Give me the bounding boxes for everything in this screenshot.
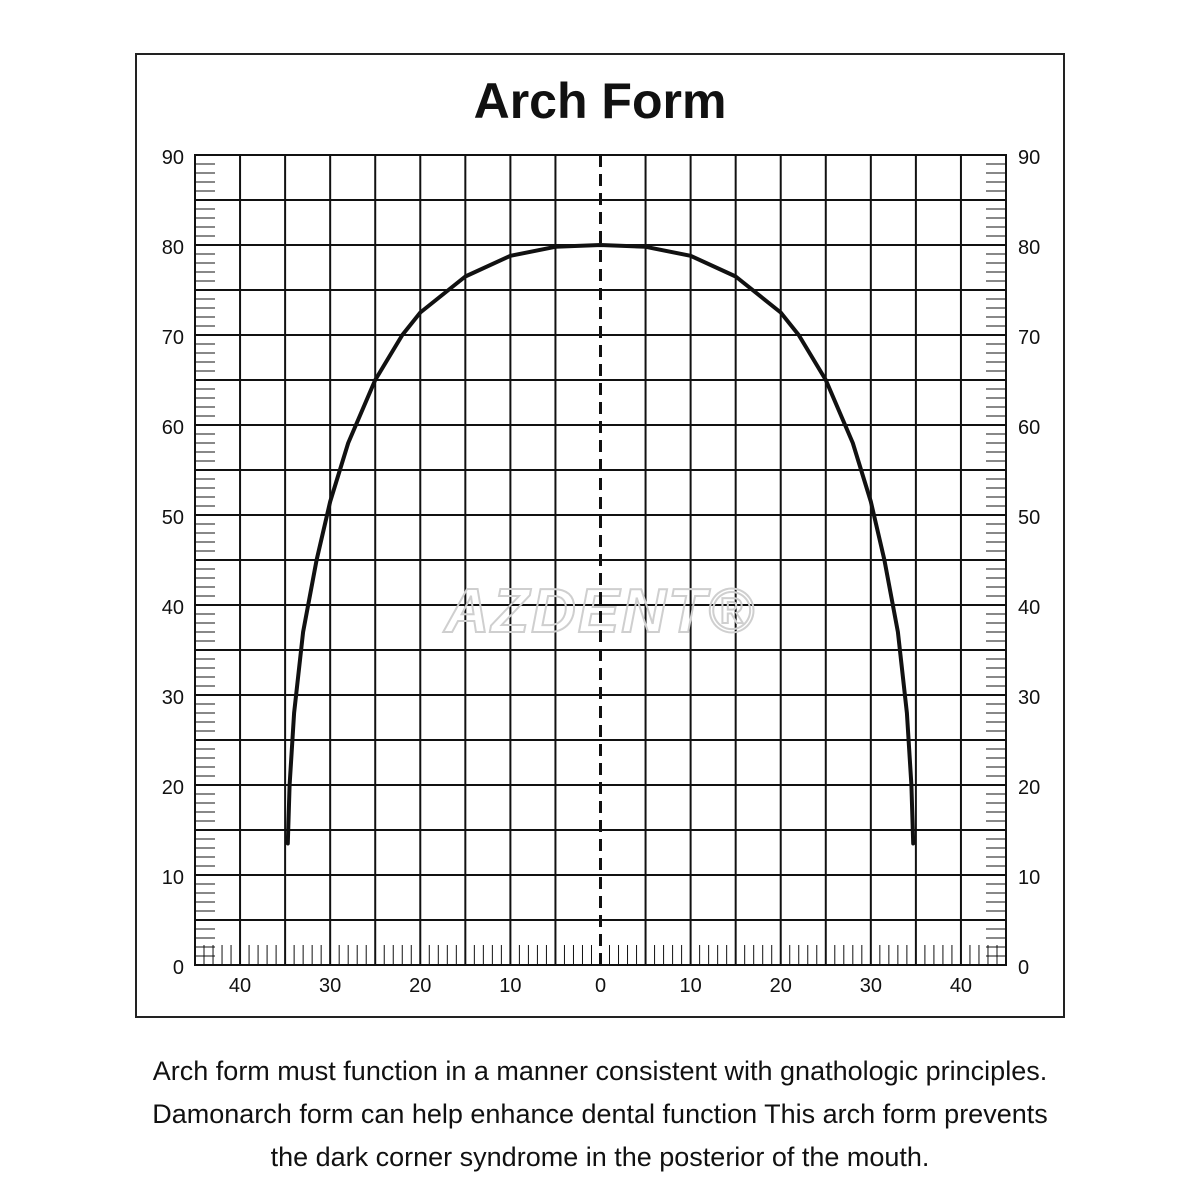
y-tick-label-left: 80	[161, 237, 184, 259]
y-tick-label-right: 10	[1018, 867, 1041, 889]
x-tick-label: 30	[319, 975, 342, 997]
y-tick-label-left: 10	[161, 867, 184, 889]
y-tick-label-right: 90	[1018, 147, 1041, 169]
x-tick-label: 10	[679, 975, 702, 997]
x-tick-label: 0	[594, 975, 607, 997]
y-tick-label-right: 40	[1018, 597, 1041, 619]
y-tick-label-right: 0	[1018, 957, 1030, 979]
watermark-text: AZDENT®	[444, 577, 756, 646]
y-tick-label-right: 50	[1018, 507, 1041, 529]
caption-line-3: the dark corner syndrome in the posterior of the mouth.	[270, 1142, 930, 1172]
y-tick-label-right: 30	[1018, 687, 1041, 709]
y-tick-label-left: 60	[161, 417, 184, 439]
y-tick-label-left: 70	[161, 327, 184, 349]
x-tick-label: 40	[228, 975, 252, 997]
caption-line-2: Damonarch form can help enhance dental function This arch form prevents	[152, 1099, 1048, 1129]
y-tick-label-left: 0	[172, 957, 184, 979]
x-tick-label: 20	[409, 975, 432, 997]
y-tick-label-right: 60	[1018, 417, 1041, 439]
chart-title: Arch Form	[473, 73, 727, 129]
caption	[60, 1050, 1140, 1179]
y-tick-label-left: 40	[161, 597, 184, 619]
x-tick-label: 40	[949, 975, 973, 997]
y-tick-label-left: 90	[161, 147, 184, 169]
y-tick-label-right: 70	[1018, 327, 1041, 349]
caption-line-1: Arch form must function in a manner consistent with gnathologic principles.	[152, 1056, 1048, 1086]
x-tick-label: 30	[859, 975, 882, 997]
y-tick-label-right: 80	[1018, 237, 1041, 259]
y-tick-label-left: 50	[161, 507, 184, 529]
x-tick-label: 20	[769, 975, 792, 997]
y-tick-label-left: 30	[161, 687, 184, 709]
y-tick-label-left: 20	[161, 777, 184, 799]
y-tick-label-right: 20	[1018, 777, 1041, 799]
x-tick-label: 10	[499, 975, 522, 997]
